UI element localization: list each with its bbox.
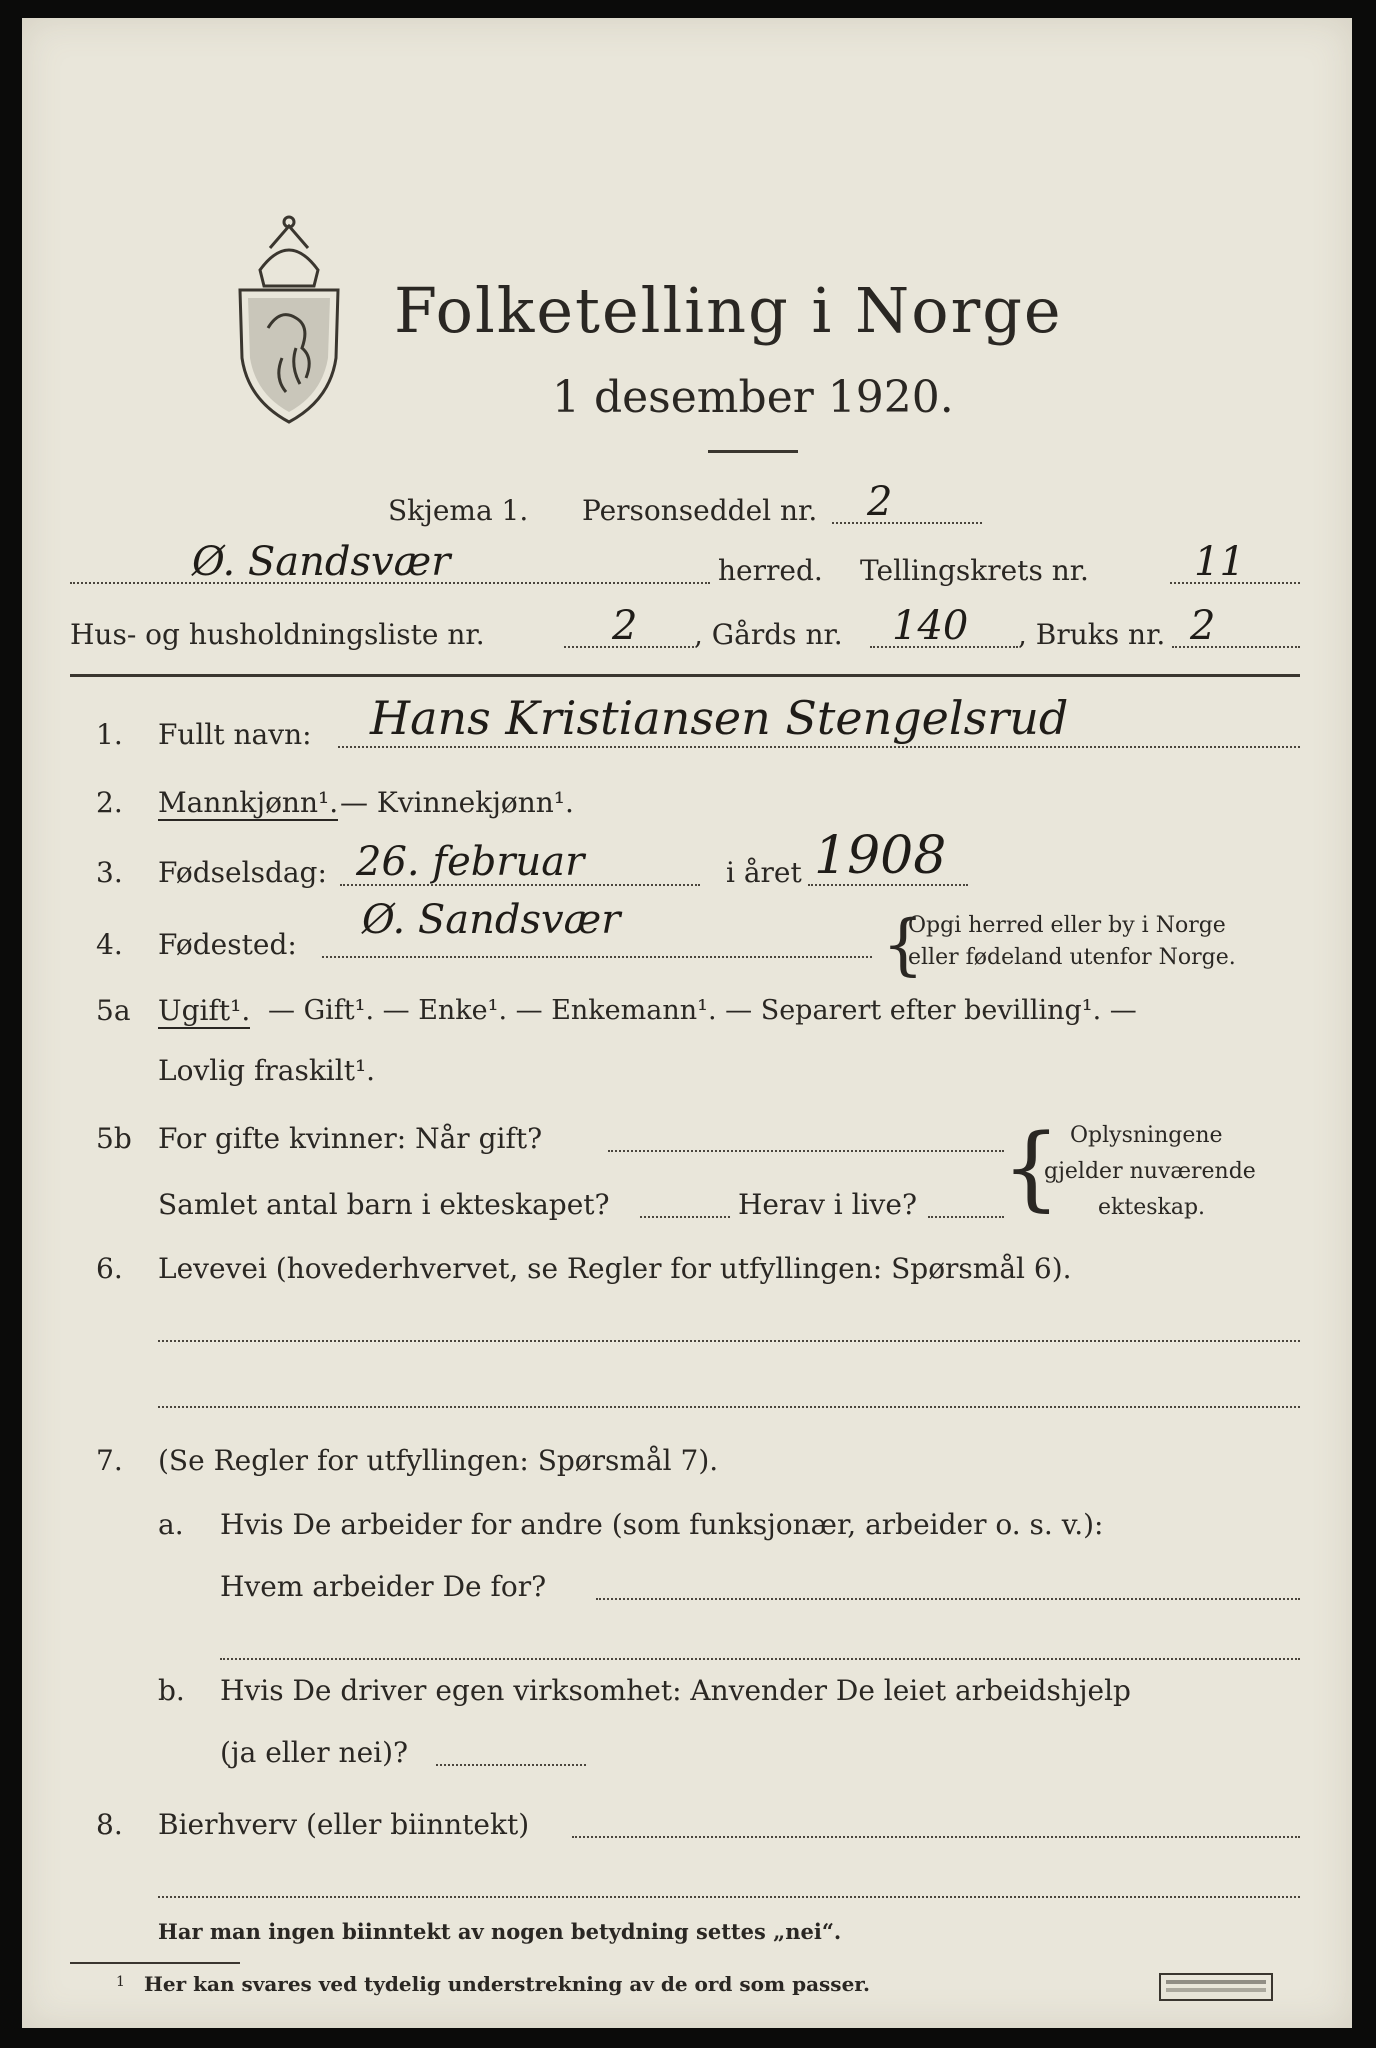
q7-number: 7. (96, 1444, 123, 1477)
q5b-line (608, 1150, 1004, 1152)
tellingskrets-value: 11 (1194, 539, 1245, 585)
q7-label: (Se Regler for utfyllingen: Spørsmål 7). (158, 1444, 719, 1477)
q5b-note-line3: ekteskap. (1098, 1195, 1206, 1220)
q6-line2 (158, 1406, 1300, 1408)
personseddel-line (832, 522, 982, 524)
personseddel-label: Personseddel nr. (582, 494, 818, 527)
personseddel-value: 2 (867, 479, 893, 525)
q5a-options: — Gift¹. — Enke¹. — Enkemann¹. — Separert efter bevilling¹. — (268, 995, 1137, 1026)
q7a-line1 (596, 1598, 1300, 1600)
footnote-mark: 1 (116, 1974, 125, 1990)
q7a-line2 (220, 1658, 1300, 1660)
q7a-number: a. (158, 1508, 184, 1541)
husliste-label: Hus- og husholdningsliste nr. (70, 618, 485, 651)
title-divider (708, 450, 798, 453)
q5b-note-line1: Oplysningene (1070, 1123, 1223, 1148)
q5b-note-line2: gjelder nuværende (1044, 1159, 1256, 1184)
q1-number: 1. (96, 718, 123, 751)
q3-year-value: 1908 (814, 826, 947, 886)
q4-number: 4. (96, 928, 123, 961)
census-form-sheet (22, 18, 1352, 2028)
q8-number: 8. (96, 1808, 123, 1841)
q2-female: — Kvinnekjønn¹. (340, 786, 574, 819)
q3-value: 26. februar (356, 839, 585, 885)
q2-male-text: Mannkjønn¹. (158, 786, 339, 819)
footnote-divider (70, 1962, 240, 1964)
printer-stamp-icon (1158, 1972, 1274, 2002)
skjema-label: Skjema 1. (388, 494, 529, 527)
q7a-label: Hvis De arbeider for andre (som funksjonær, arbeider o. s. v.): (220, 1508, 1104, 1541)
form-title: Folketelling i Norge (394, 274, 1063, 347)
herred-value: Ø. Sandsvær (192, 539, 451, 585)
q8-line2 (158, 1896, 1300, 1898)
q1-line (338, 746, 1300, 748)
herred-label: herred. (718, 554, 823, 587)
q4-label: Fødested: (158, 928, 297, 961)
bruks-value: 2 (1190, 603, 1216, 649)
footnote-text: Her kan svares ved tydelig understrekning av de ord som passer. (144, 1972, 870, 1996)
q5b-line3 (928, 1216, 1004, 1218)
q7b-label2: (ja eller nei)? (220, 1736, 409, 1769)
gards-value: 140 (892, 603, 969, 649)
q2-male (158, 786, 338, 820)
gards-label: , Gårds nr. (694, 618, 843, 651)
q5b-note-brace: { (1002, 1114, 1061, 1221)
q4-note-line2: eller fødeland utenfor Norge. (908, 945, 1236, 970)
header-divider (70, 674, 1300, 677)
q3-number: 3. (96, 856, 123, 889)
q7b-line (436, 1764, 586, 1766)
q1-label: Fullt navn: (158, 718, 312, 751)
q6-line1 (158, 1340, 1300, 1342)
husliste-value: 2 (612, 603, 638, 649)
footer-note: Har man ingen biinntekt av nogen betydning settes „nei“. (158, 1919, 842, 1944)
q5b-line2 (640, 1216, 730, 1218)
q5b-label3: Herav i live? (738, 1188, 917, 1221)
norwegian-lion-crest-icon (230, 208, 348, 428)
q5a-ugift (158, 994, 250, 1028)
q7b-label: Hvis De driver egen virksomhet: Anvender De leiet arbeidshjelp (220, 1674, 1131, 1707)
q5a-line2: Lovlig fraskilt¹. (158, 1054, 376, 1087)
q5a-ugift-text: Ugift¹. (158, 994, 251, 1027)
q6-number: 6. (96, 1252, 123, 1285)
q4-note-line1: Opgi herred eller by i Norge (908, 913, 1226, 938)
q8-label: Bierhverv (eller biinntekt) (158, 1808, 530, 1841)
q4-value: Ø. Sandsvær (362, 897, 621, 943)
q3-label: Fødselsdag: (158, 856, 327, 889)
form-date: 1 desember 1920. (552, 372, 954, 423)
q5a-number: 5a (96, 994, 131, 1027)
q3-year-label: i året (726, 856, 802, 889)
q5b-label: For gifte kvinner: Når gift? (158, 1122, 543, 1155)
q7a-label2: Hvem arbeider De for? (220, 1570, 547, 1603)
q2-number: 2. (96, 786, 123, 819)
q8-line1 (572, 1836, 1300, 1838)
q4-line (322, 956, 872, 958)
q5b-label2: Samlet antal barn i ekteskapet? (158, 1188, 610, 1221)
q5b-number: 5b (96, 1122, 132, 1155)
q1-value: Hans Kristiansen Stengelsrud (370, 691, 1069, 745)
tellingskrets-label: Tellingskrets nr. (860, 554, 1089, 587)
q6-label: Levevei (hovederhvervet, se Regler for utfyllingen: Spørsmål 6). (158, 1252, 1072, 1285)
bruks-label: , Bruks nr. (1018, 618, 1166, 651)
q4-note-brace: { (882, 906, 924, 983)
q7b-number: b. (158, 1674, 185, 1707)
